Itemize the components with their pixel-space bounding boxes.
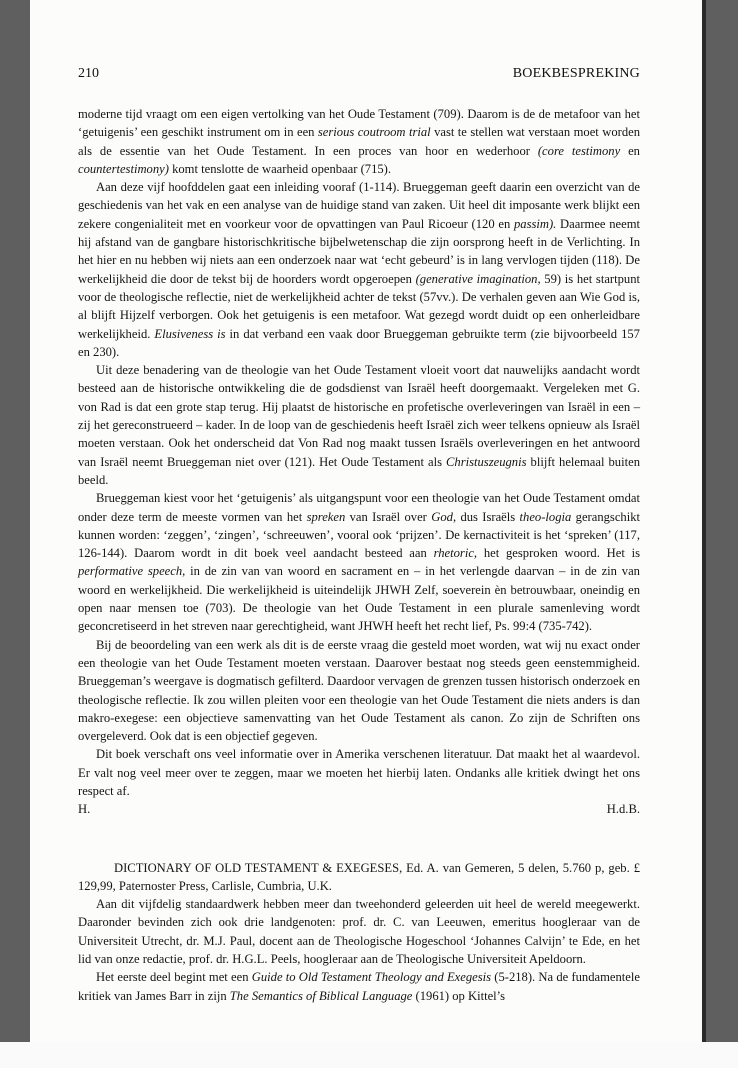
review-paragraph-6: Dit boek verschaft ons veel informatie over in Amerika verschenen literatuur. Dat maakt het al waardevol. Er valt nog veel meer over te zeggen, maar we moeten het hierbij laten. Ondanks alle kritiek dwingt het ons respect af. bbox=[78, 747, 640, 798]
review-paragraph-5: Bij de beoordeling van een werk als dit is de eerste vraag die gesteld moet worden, wat wij nu exact onder een theologie van het Oude Testament moeten verstaan. Daarover bestaat nog steeds geen eenstemmigheid. Brueggeman’s weergave is dogmatisch gefilterd. Daardoor vervagen de grenzen tussen historisch onderzoek en theologische reflectie. Ik zou willen pleiten voor een theologie van het Oude Testament die niets anders is dan makro-exegese: een objectieve samenvatting van het Oude Testament als canon. Zo zijn de Schriften ons overgeleverd. Ook dat is een objectief gegeven. bbox=[78, 637, 640, 744]
signature-left: H. bbox=[78, 802, 91, 817]
book-entry-paragraph-1: Aan dit vijfdelig standaardwerk hebben meer dan tweehonderd geleerden uit heel de wereld meegewerkt. Daaronder bevinden zich ook drie landgenoten: prof. dr. C. van Leeuwen, emeritus hoogleraar van de Universiteit Utrecht, dr. M.J. Paul, docent aan de Theologische Hogeschool ‘Johannes Calvijn’ te Ede, en het lid van onze redactie, prof. dr. H.G.L. Peels, hoogleraar aan de Theologische Universiteit Apeldoorn. bbox=[78, 897, 640, 967]
review-paragraph-3: Uit deze benadering van de theologie van het Oude Testament vloeit voort dat nauwelijks aandacht wordt besteed aan de historische ontwikkeling die de godsdienst van Israël heeft doorgemaakt. Vergeleken met G. von Rad is dat een grote stap terug. Hij plaatst de historische en profetische overleveringen van Israël in een – zij het gereconstrueerd – kader. In de loop van de geschiedenis heeft Israël zich weer telkens opnieuw als Israël moeten verstaan. Ook het onderscheid dat Von Rad nog maakt tussen Israëls overleveringen en het antwoord van Israël neemt Brueggeman niet over (121). Het Oude Testament als Christuszeugnis blijft helemaal buiten beeld. bbox=[78, 363, 640, 487]
review-paragraph-2: Aan deze vijf hoofddelen gaat een inleiding vooraf (1-114). Brueggeman geeft daarin een overzicht van de geschiedenis van het vak en een analyse van de huidige stand van zaken. Uit heel dit imposante werk blijkt een zekere congenialiteit met en voorkeur voor de opvattingen van Paul Ricoeur (120 en passim). Daarmee neemt hij afstand van de gangbare historischkritische bijbelwetenschap die zijn oorsprong heeft in de Verlichting. In het hier en nu hebben wij niets aan een onderzoek naar wat ‘echt gebeurd’ is in lang vervlogen tijden (118). De werkelijkheid die door de tekst bij de hoorders wordt opgeroepen (generative imagination, 59) is het startpunt voor de theologische reflectie, niet de werkelijkheid achter de tekst (57vv.). De verhalen geven aan Wie God is, al blijft Hijzelf verborgen. Ook het getuigenis is een metafoor. Wat gezegd wordt duidt op een onherleidbare werkelijkheid. Elusiveness is in dat verband een vaak door Brueggeman gebruikte term (zie bijvoorbeeld 157 en 230). bbox=[78, 180, 641, 359]
running-title: BOEKBESPREKING bbox=[512, 66, 640, 81]
page-edge-shadow bbox=[702, 0, 706, 1042]
review-paragraph-4: Brueggeman kiest voor het ‘getuigenis’ als uitgangspunt voor een theologie van het Oude Testament omdat onder deze term de meeste vormen van het spreken van Israël over God, dus Israëls theo-logia gerangschikt kunnen worden: ‘zeggen’, ‘zingen’, ‘schreeuwen’, vooral ook ‘prijzen’. De kernactiviteit is het ‘spreken’ (117, 126-144). Daarom wordt in dit boek veel aandacht besteed aan rhetoric, het gesproken woord. Het is performative speech, in de zin van van woord en sacrament en – in het verlengde daarvan – in de zin van woord en werkelijkheid. Die werkelijkheid is uiteindelijk JHWH Zelf, soeverein èn betrouwbaar, oneindig en open naar mensen toe (703). De theologie van het Oude Testament in een plurale samenleving wordt geconcretiseerd in het streven naar gerechtigheid, want JHWH heeft het recht lief, Ps. 99:4 (735-742). bbox=[78, 491, 641, 634]
review-paragraph-1: moderne tijd vraagt om een eigen vertolking van het Oude Testament (709). Daarom is de de metafoor van het ‘getuigenis’ een geschikt instrument om in een serious coutroom trial vast te stellen wat verstaan moet worden als de essentie van het Oude Testament. In een proces van hoor en wederhoor (core testimony en countertestimony) komt tenslotte de waarheid openbaar (715). bbox=[78, 107, 640, 176]
page-body bbox=[78, 105, 640, 1005]
book-entry-paragraph-2: Het eerste deel begint met een Guide to Old Testament Theology and Exegesis (5-218). Na de fundamentele kritiek van James Barr in zijn The Semantics of Biblical Language (1961) op Kittel’s bbox=[78, 970, 640, 1003]
section-gap bbox=[78, 819, 640, 859]
review-signature bbox=[78, 800, 640, 818]
bottom-margin bbox=[0, 1042, 738, 1068]
book-entry-heading: DICTIONARY OF OLD TESTAMENT & EXEGESES, Ed. A. van Gemeren, 5 delen, 5.760 p, geb. £ 129,99, Paternoster Press, Carlisle, Cumbria, U.K. bbox=[78, 860, 640, 893]
page-number: 210 bbox=[78, 66, 99, 81]
signature-right: H.d.B. bbox=[606, 802, 640, 817]
